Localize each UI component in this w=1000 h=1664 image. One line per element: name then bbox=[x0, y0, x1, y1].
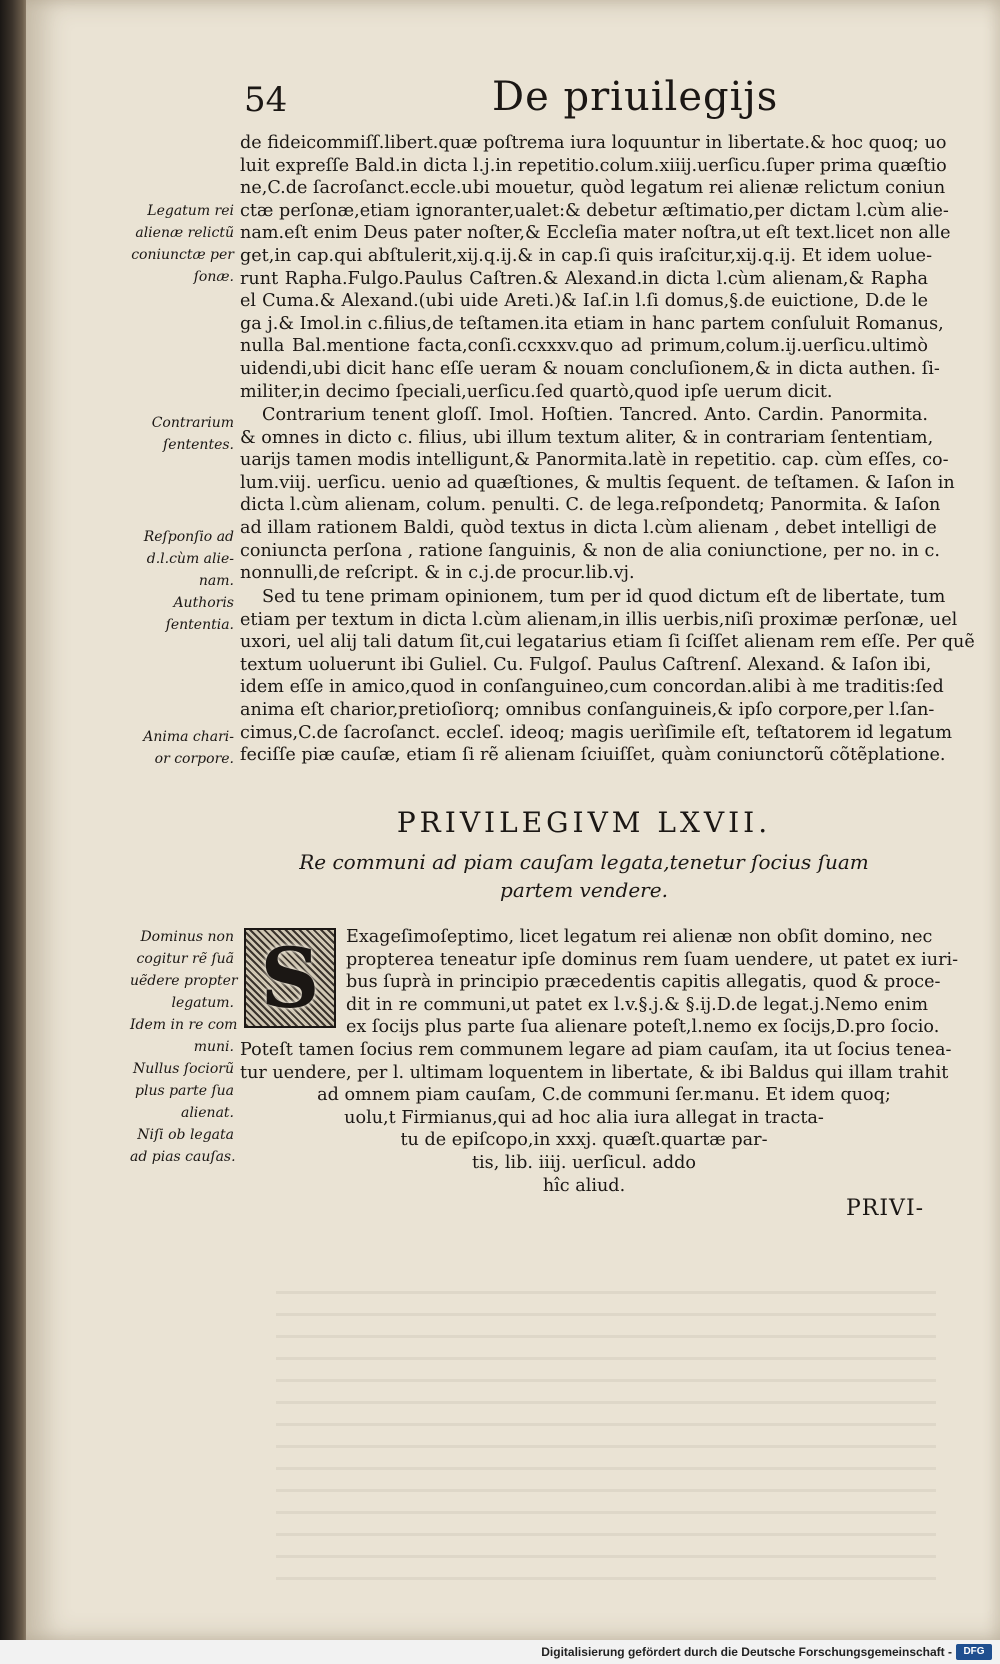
text-line: tis, lib. iiij. uerſicul. addo bbox=[471, 1152, 697, 1173]
marginal-line: Legatum rei bbox=[147, 203, 234, 219]
text-line: coniuncta perſona , ratione ſanguinis, & non de alia coniunctione, per no. in c. bbox=[240, 540, 940, 561]
text-line: de fideicommiſſ.libert.quæ poſtrema iura loquuntur in libertate.& hoc quoq; uo bbox=[240, 133, 947, 153]
paragraph-2 bbox=[240, 404, 955, 585]
marginal-note-anima bbox=[130, 726, 234, 770]
text-line: cimus,C.de ſacroſanct. eccleſ. ideoq; magis uerìſimile eſt, teſtatorem id legatum bbox=[240, 722, 953, 743]
marginal-line: ſonæ. bbox=[193, 269, 234, 285]
text-line: uidendi,ubi dicit hanc eſſe ueram & nouam concluſionem,& in dicta authen. ſi- bbox=[240, 358, 940, 379]
paragraph-5 bbox=[240, 1039, 952, 1197]
marginal-line: Anima chari- bbox=[143, 729, 234, 745]
marginal-line: alienæ relictũ bbox=[135, 225, 234, 241]
marginal-line: Contrarium bbox=[151, 415, 234, 431]
text-line: dicta l.cùm alienam, colum. penulti. C. de lega.reſpondetq; Panormita. & Iaſon bbox=[240, 495, 941, 516]
text-line: Sed tu tene primam opinionem, tum per id quod dictum eſt de libertate, tum bbox=[262, 587, 946, 607]
text-line: lum.viij. uerſicu. uenio ad quæſtiones, & multis ſequent. de teſtamen. & Iaſon in bbox=[240, 472, 955, 493]
decorated-initial bbox=[244, 928, 336, 1028]
marginal-line: Dominus non bbox=[140, 929, 234, 945]
marginal-note-responsio bbox=[130, 526, 234, 592]
marginal-line: ſententes. bbox=[163, 437, 234, 453]
marginal-line: Authoris bbox=[173, 595, 234, 611]
marginal-note-legatum bbox=[130, 200, 234, 288]
text-line: tur uendere, per l. ultimam loquentem in libertate, & ibi Baldus qui illam trahit bbox=[240, 1062, 949, 1083]
text-line: ad omnem piam cauſam, C.de communi ſer.manu. Et idem quoq; bbox=[317, 1085, 891, 1106]
text-line: anima eſt charior,pretioſiorq; omnibus conſanguineis,& ipſo corpore,per l.ſan- bbox=[240, 699, 935, 720]
marginal-note-contrarium bbox=[130, 412, 234, 456]
text-line: uxori, uel alij tali datum ſit,cui legatarius etiam ſi ſciſſet alienam rem eſſe. Per quẽ bbox=[240, 632, 975, 653]
initial-letter: S bbox=[260, 931, 320, 1027]
summary-line: partem vendere. bbox=[500, 878, 668, 902]
marginal-line: Nullus ſociorũ bbox=[133, 1061, 234, 1077]
text-line: ne,C.de ſacroſanct.eccle.ubi mouetur, quòd legatum rei alienæ relictum coniun bbox=[240, 178, 946, 199]
text-line: dit in re communi,ut patet ex l.v.§.j.& §.ij.D.de legat.j.Nemo enim bbox=[346, 994, 928, 1015]
digitization-credit: Digitalisierung gefördert durch die Deutsche Forschungsgemeinschaft - bbox=[0, 1640, 1000, 1664]
marginal-line: nam. bbox=[198, 573, 234, 589]
marginal-line: Reſponſio ad bbox=[143, 529, 234, 545]
paragraph-1 bbox=[240, 132, 951, 403]
marginal-line: ad pias cauſas. bbox=[130, 1149, 236, 1165]
text-line: nulla Bal.mentione facta,conſi.ccxxxv.quo ad primum,colum.ij.uerſicu.ultimò bbox=[240, 336, 928, 357]
text-line: Exageſimoſeptimo, licet legatum rei alienæ non obſit domino, nec bbox=[346, 927, 933, 947]
text-line: ex ſocijs plus parte ſua alienare poteſt,l.nemo ex ſocijs,D.pro ſocio. bbox=[346, 1017, 940, 1038]
text-line: Poteſt tamen ſocius rem communem legare ad piam cauſam, ita ut ſocius tenea- bbox=[240, 1040, 952, 1060]
text-line: luit expreſſe Bald.in dicta l.j.in repetitio.colum.xiiij.uerſicu.ſuper prima quæſtio bbox=[240, 155, 947, 176]
summary-line: Re communi ad piam cauſam legata,tenetur ſocius ſuam bbox=[299, 850, 869, 874]
marginal-line: coniunctæ per bbox=[131, 247, 234, 263]
text-line: nam.eſt enim Deus pater noſter,& Eccleſia mater noſtra,ut eſt text.licet non alle bbox=[240, 223, 951, 244]
text-line: uolu,t Firmianus,qui ad hoc alia iura allegat in tracta- bbox=[344, 1107, 824, 1128]
privilegium-summary bbox=[240, 848, 928, 904]
text-line: etiam per textum in dicta l.cùm alienam,in illis uerbis,niſi proximæ perſonæ, uel bbox=[240, 609, 958, 630]
text-line: tu de epiſcopo,in xxxj. quæſt.quartæ par- bbox=[400, 1130, 768, 1151]
text-line: textum uoluerunt ibi Guliel. Cu. Fulgoſ. Paulus Caſtrenſ. Alexand. & Iaſon ibi, bbox=[240, 654, 932, 675]
text-line: el Cuma.& Alexand.(ubi uide Areti.)& Iaſ.in l.ſi domus,§.de euictione, D.de le bbox=[240, 291, 928, 312]
show-through-text bbox=[276, 1280, 936, 1580]
marginal-line: ſententia. bbox=[165, 617, 234, 633]
text-line: Contrarium tenent gloſſ. Imol. Hoſtien. Tancred. Anto. Cardin. Panormita. bbox=[262, 405, 928, 425]
marginal-line: Niſi ob legata bbox=[137, 1127, 234, 1143]
text-line: uarijs tamen modis intelligunt,& Panormita.latè in repetitio. cap. cùm eſſes, co- bbox=[240, 450, 949, 471]
privilegium-heading: PRIVILEGIVM LXVII. bbox=[396, 806, 772, 839]
paragraph-4 bbox=[346, 926, 959, 1039]
marginal-line: uẽdere propter bbox=[130, 973, 238, 989]
text-line: hîc aliud. bbox=[542, 1175, 626, 1196]
page-number: 54 bbox=[244, 80, 288, 120]
marginal-line: Idem in re com bbox=[130, 1017, 238, 1033]
marginal-line: legatum. bbox=[171, 995, 234, 1011]
marginal-note-dominus bbox=[130, 926, 238, 1168]
text-line: ga j.& Imol.in c.filius,de teſtamen.ita etiam in hanc partem conſuluit Romanus, bbox=[240, 313, 944, 334]
marginal-line: cogitur rẽ ſuã bbox=[136, 951, 234, 967]
catchword: PRIVI- bbox=[846, 1196, 925, 1221]
running-title: De priuilegijs bbox=[492, 74, 779, 120]
dfg-logo: DFG bbox=[956, 1644, 992, 1660]
text-line: get,in cap.qui abſtulerit,xij.q.ij.& in cap.ſi quis iraſcitur,xij.q.ij. Et idem uolue- bbox=[240, 245, 933, 266]
text-line: nonnulli,de reſcript. & in c.j.de procur.lib.vj. bbox=[240, 563, 635, 584]
text-line: ad illam rationem Baldi, quòd textus in dicta l.cùm alienam , debet intelligi de bbox=[240, 517, 937, 538]
text-line: & omnes in dicto c. filius, ubi illum textum aliter, & in contrariam ſententiam, bbox=[240, 427, 934, 448]
marginal-line: d.l.cùm alie- bbox=[146, 551, 234, 567]
text-line: propterea teneatur ipſe dominus rem ſuam uendere, ut patet ex iuri- bbox=[346, 949, 959, 970]
text-line: bus ſuprà in principio præcedentis capitis allegatis, quod & proce- bbox=[346, 972, 941, 993]
marginal-line: alienat. bbox=[180, 1105, 234, 1121]
marginal-line: muni. bbox=[193, 1039, 234, 1055]
text-line: ctæ perſonæ,etiam ignoranter,ualet:& debetur æſtimatio,per dictam l.cùm alie- bbox=[240, 200, 949, 221]
text-line: runt Rapha.Fulgo.Paulus Caſtren.& Alexand.in dicta l.cùm alienam,& Rapha bbox=[240, 268, 928, 289]
marginal-line: or corpore. bbox=[154, 751, 234, 767]
marginal-note-authoris bbox=[130, 592, 234, 636]
paragraph-3 bbox=[240, 586, 975, 767]
text-line: militer,in decimo ſpeciali,uerſicu.ſed quartò,quod ipſe uerum dicit. bbox=[240, 381, 833, 402]
text-line: feciſſe piæ cauſæ, etiam ſi rẽ alienam ſciuiſſet, quàm coniunctorũ cõtẽplatione. bbox=[240, 745, 946, 766]
text-line: idem eſſe in amico,quod in conſanguineo,cum concordan.alibi à me traditis:ſed bbox=[240, 677, 944, 698]
marginal-line: plus parte ſua bbox=[135, 1083, 234, 1099]
